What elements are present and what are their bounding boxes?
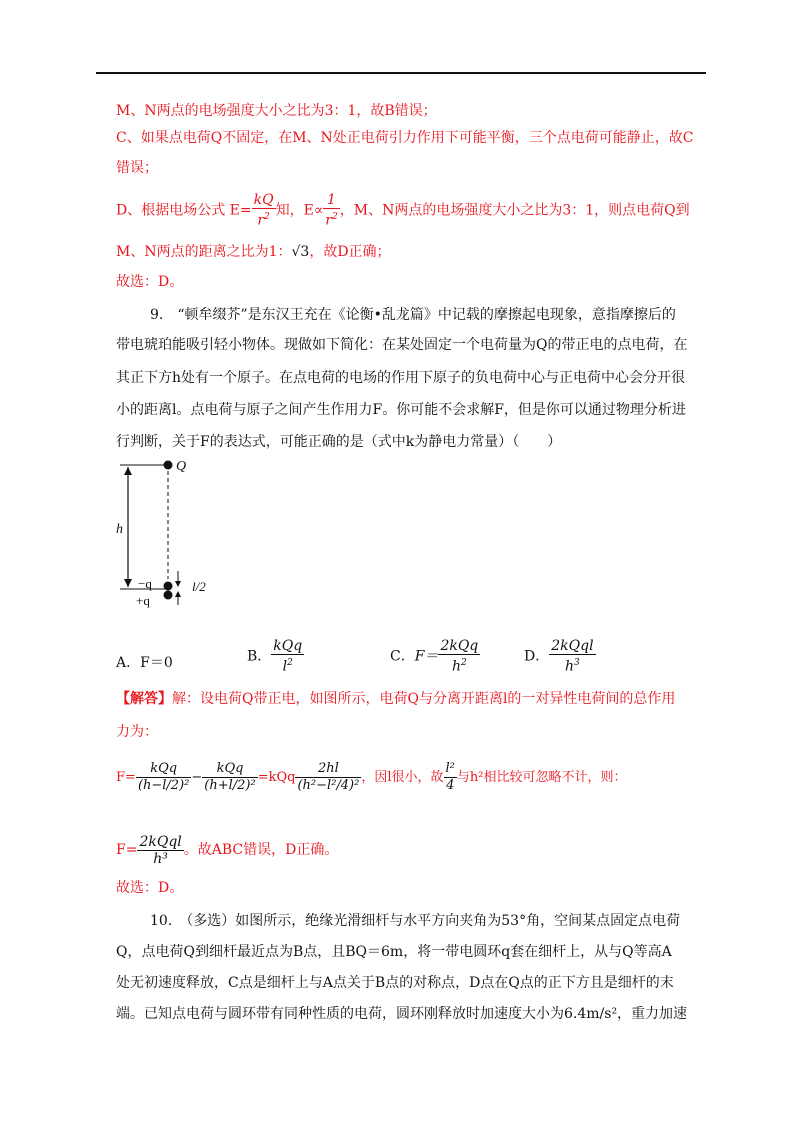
option-d[interactable] — [524, 638, 596, 675]
header-rule — [96, 72, 706, 74]
solution-line-2: C、如果点电荷Q不固定，在M、N处正电荷引力作用下可能平衡，三个点电荷可能静止，故C — [116, 130, 694, 146]
answer-choice: 故选：D。 — [116, 880, 184, 896]
h-arrow-top — [124, 467, 132, 475]
fraction-kq-r2: $\frac{kQ}{r^2}$ — [253, 192, 274, 229]
label-plus-q: +q — [136, 593, 150, 608]
label-Q: Q — [176, 459, 187, 474]
q9-line-3: 其正下方h处有一个原子。在点电荷的电场的作用下原子的负电荷中心与正电荷中心会分开很 — [116, 370, 686, 386]
option-b-label: B． — [247, 648, 272, 665]
label-h: h — [116, 522, 123, 537]
option-c-F: F＝ — [414, 648, 439, 665]
solution-line-5 — [116, 242, 391, 262]
sqrt3: √3 — [291, 244, 310, 260]
option-b-fraction: $\frac{\text{kQq}}{l^2}$ — [273, 638, 303, 675]
option-a[interactable]: A．F＝0 — [116, 655, 173, 671]
charge-q-dot — [164, 461, 173, 470]
answer-tag: 【解答】 — [116, 691, 172, 707]
d-correct-text: ，故D正确； — [309, 244, 391, 260]
pos-charge-dot — [164, 591, 173, 600]
solution-line-3: 错误； — [116, 160, 158, 176]
q9-line-5: 行判断，关于F的表达式，可能正确的是（式中k为静电力常量）（ ） — [116, 434, 562, 450]
option-c-label: C． — [390, 648, 415, 665]
eq-frac-l2-4: $\frac{\text{l²}}{4}$ — [445, 761, 455, 793]
option-d-label: D． — [524, 648, 550, 665]
formula-label: D、根据电场公式 E= — [116, 202, 252, 219]
label-minus-q: −q — [138, 576, 152, 591]
answer-equation: F= $\frac{\text{kQq}}{\text{(h−l/2)²}}$ − $\frac{\text{kQq}}{\text{(h+l/2)²}}$ =kQq $\frac{2hl}{\text{(h²−l²/4)²}}$ ，因l很小，故 $\frac{\text{l²}}{4}$ 与h²相比较可忽略不计，则： — [116, 761, 627, 793]
solution-line-1: M、N两点的电场强度大小之比为3：1，故B错误； — [116, 103, 437, 119]
eq-frac-1: $\frac{\text{kQq}}{\text{(h−l/2)²}}$ — [137, 761, 190, 793]
distance-ratio-text: M、N两点的距离之比为1： — [116, 244, 292, 260]
q10-line-4: 端。已知点电荷与圆环带有同种性质的电荷，圆环刚释放时加速度大小为6.4m/s²，重力加速 — [116, 1006, 688, 1022]
answer-text-1: 解：设电荷Q带正电，如图所示，电荷Q与分离开距离l的一对异性电荷间的总作用 — [172, 691, 676, 707]
answer-result: F= $\frac{\text{2kQql}}{\text{h³}}$ 。故ABC错误，D正确。 — [116, 833, 339, 867]
eq-frac-2: $\frac{\text{kQq}}{\text{(h+l/2)²}}$ — [204, 761, 256, 793]
option-c-fraction: $\frac{\text{2kQq}}{h^2}$ — [440, 638, 479, 675]
answer-line-1 — [116, 689, 675, 709]
fraction-1-r2: $\frac{1}{r^2}$ — [325, 192, 338, 229]
eq-frac-3: $\frac{2hl}{\text{(h²−l²/4)²}}$ — [297, 761, 360, 793]
q10-line-3: 处无初速度释放，C点是细杆上与A点关于B点的对称点，D点在Q点的正下方且是细杆的末 — [116, 975, 674, 991]
h-arrow-bottom — [124, 579, 132, 587]
solution-choice: 故选：D。 — [116, 274, 184, 290]
solution-line-4 — [116, 192, 690, 229]
option-d-fraction: $\frac{\text{2kQql}}{h^3}$ — [551, 638, 594, 675]
answer-line-2: 力为： — [116, 724, 158, 740]
neg-charge-dot — [164, 582, 173, 591]
proportional-text: 知，E∝ — [275, 202, 324, 219]
option-c[interactable] — [390, 638, 480, 675]
q9-line-4: 小的距离l。点电荷与原子之间产生作用力F。你可能不会求解F，但是你可以通过物理分析进 — [116, 402, 686, 418]
q9-figure — [108, 455, 228, 615]
q10-line-1: 10. （多选）如图所示，绝缘光滑细杆与水平方向夹角为53°角，空间某点固定点电荷 — [150, 913, 681, 929]
option-b[interactable] — [247, 638, 304, 675]
label-l-half: l/2 — [192, 579, 206, 594]
q9-line-1: 9. “顿牟缀芥”是东汉王充在《论衡•乱龙篇》中记载的摩擦起电现象，意指摩擦后的 — [150, 307, 676, 323]
q9-line-2: 带电琥珀能吸引轻小物体。现做如下简化：在某处固定一个电荷量为Q的带正电的点电荷，在 — [116, 337, 688, 353]
result-fraction: $\frac{\text{2kQql}}{\text{h³}}$ — [139, 833, 182, 867]
ratio-text: ，M、N两点的电场强度大小之比为3：1，则点电荷Q到 — [339, 202, 690, 219]
q10-line-2: Q，点电荷Q到细杆最近点为B点，且BQ＝6m，将一带电圆环q套在细杆上，从与Q等高A — [116, 944, 672, 960]
